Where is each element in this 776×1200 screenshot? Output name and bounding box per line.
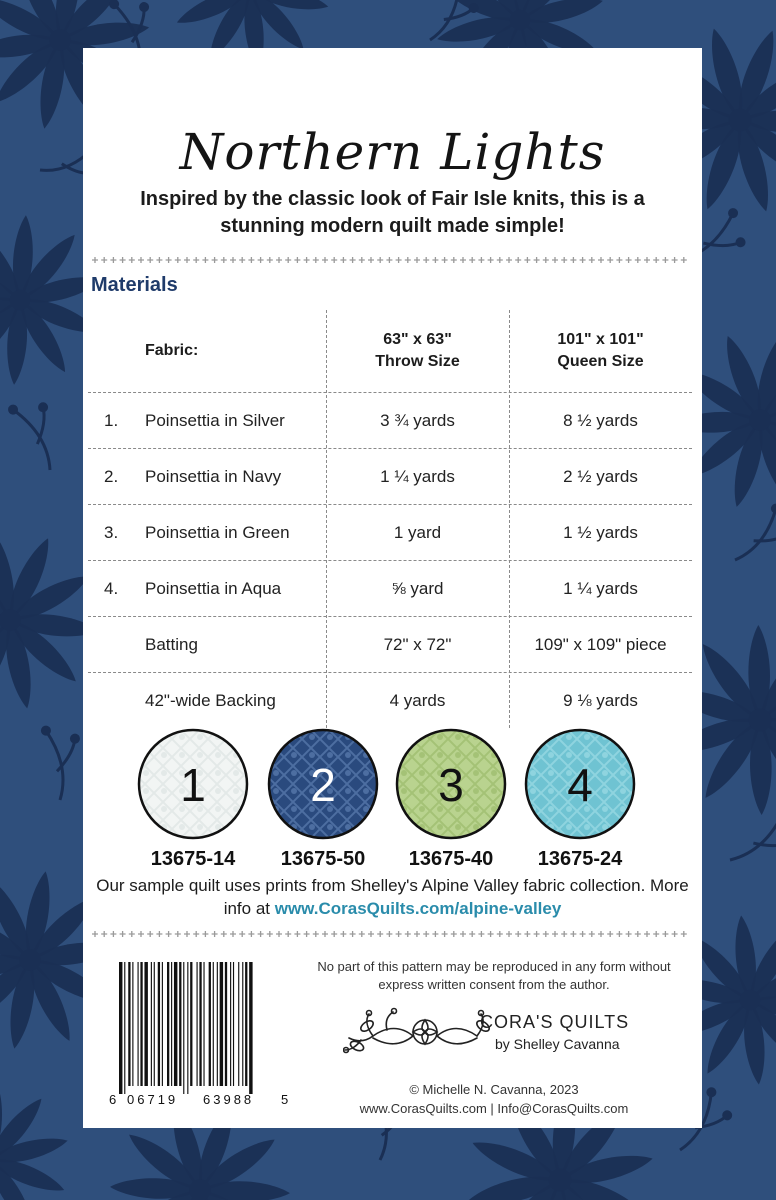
sample-note: Our sample quilt uses prints from Shelley's Alpine Valley fabric collection. More info at www.CorasQuilts.com/alpine-valley	[96, 876, 689, 918]
barcode-digits-right: 63988	[203, 1092, 255, 1107]
swatch-number: 1	[180, 759, 206, 811]
barcode-digit-first: 6	[109, 1092, 117, 1107]
alpine-valley-link[interactable]: www.CorasQuilts.com/alpine-valley	[274, 899, 562, 918]
barcode-bar	[171, 962, 172, 1086]
barcode-bar	[233, 962, 234, 1086]
barcode-bar	[217, 962, 218, 1086]
barcode-bar	[183, 962, 184, 1094]
swatch-code: 13675-40	[408, 848, 494, 870]
swatch-code: 13675-24	[537, 848, 623, 870]
barcode-bar	[140, 962, 142, 1086]
sprig-motif	[730, 803, 776, 886]
sprig-motif	[735, 499, 776, 578]
pattern-card	[83, 48, 702, 1128]
throw-size-header: 63" x 63" Throw Size	[375, 331, 460, 370]
barcode-bar	[119, 962, 122, 1094]
barcode-bar	[151, 962, 152, 1086]
barcode-bar	[203, 962, 204, 1086]
barcode-bar	[225, 962, 227, 1086]
brand-name: CORA'S QUILTS	[480, 1012, 630, 1032]
barcode-bar	[124, 962, 125, 1094]
table-row: 42"-wide Backing 4 yards 9 ⅛ yards	[88, 672, 692, 728]
table-row: 3. Poinsettia in Green 1 yard 1 ½ yards	[88, 504, 692, 560]
barcode-bar	[213, 962, 214, 1086]
brand-byline: by Shelley Cavanna	[495, 1036, 620, 1052]
barcode-bar	[249, 962, 252, 1094]
table-row: Batting 72" x 72" 109" x 109" piece	[88, 616, 692, 672]
barcode	[105, 958, 295, 1108]
swatch-circle	[267, 728, 379, 840]
fabric-header: Fabric:	[145, 342, 199, 359]
barcode-bar	[238, 962, 239, 1086]
swatch-number: 2	[310, 759, 336, 811]
table-row: 4. Poinsettia in Aqua ⅝ yard 1 ¼ yards	[88, 560, 692, 616]
barcode-bar	[179, 962, 181, 1086]
barcode-bar	[230, 962, 231, 1086]
swatch-number: 3	[438, 759, 464, 811]
barcode-bar	[128, 962, 130, 1086]
pattern-title: Northern Lights	[179, 123, 606, 181]
barcode-bar	[220, 962, 223, 1086]
barcode-bar	[138, 962, 139, 1086]
table-header	[88, 310, 692, 392]
barcode-bar	[174, 962, 177, 1086]
swatch-1	[133, 728, 253, 871]
barcode-bar	[190, 962, 192, 1086]
barcode-bar	[154, 962, 155, 1086]
copyright-notice: No part of this pattern may be reproduced in any form without express written consent from the author.	[317, 959, 671, 992]
fabric-swatches	[83, 728, 702, 870]
swatch-circle	[137, 728, 249, 840]
barcode-digits-left: 06719	[127, 1092, 179, 1107]
barcode-bar	[199, 962, 201, 1086]
swatch-circle	[395, 728, 507, 840]
swatch-circle	[524, 728, 636, 840]
swatch-2	[263, 728, 383, 871]
copyright-block	[299, 1080, 689, 1118]
barcode-digit-last: 5	[281, 1092, 289, 1107]
decorative-divider	[91, 928, 694, 940]
copyright-line: © Michelle N. Cavanna, 2023	[409, 1082, 579, 1097]
swatch-4	[520, 728, 640, 871]
materials-table	[88, 310, 692, 728]
swatch-code: 13675-14	[150, 848, 236, 870]
barcode-bar	[245, 962, 247, 1086]
sprig-motif	[2, 387, 81, 470]
barcode-bar	[187, 962, 188, 1094]
barcode-bar	[162, 962, 163, 1086]
swatch-code: 13675-50	[280, 848, 366, 870]
table-row: 2. Poinsettia in Navy 1 ¼ yards 2 ½ yards	[88, 448, 692, 504]
barcode-bar	[158, 962, 160, 1086]
table-row: 1. Poinsettia in Silver 3 ¾ yards 8 ½ yards	[88, 392, 692, 448]
barcode-bar	[144, 962, 147, 1086]
queen-size-header: 101" x 101" Queen Size	[557, 331, 644, 370]
swatch-3	[391, 728, 511, 871]
barcode-bar	[242, 962, 243, 1086]
swatch-number: 4	[567, 759, 593, 811]
intro-text: Inspired by the classic look of Fair Isle knits, this is a stunning modern quilt made simple!	[140, 188, 645, 237]
barcode-bar	[197, 962, 198, 1086]
materials-heading: Materials	[91, 274, 178, 296]
contact-line: www.CorasQuilts.com | Info@CorasQuilts.com	[359, 1101, 629, 1116]
barcode-bar	[132, 962, 133, 1086]
barcode-bar	[167, 962, 169, 1086]
barcode-bar	[209, 962, 211, 1086]
decorative-divider	[91, 254, 694, 266]
